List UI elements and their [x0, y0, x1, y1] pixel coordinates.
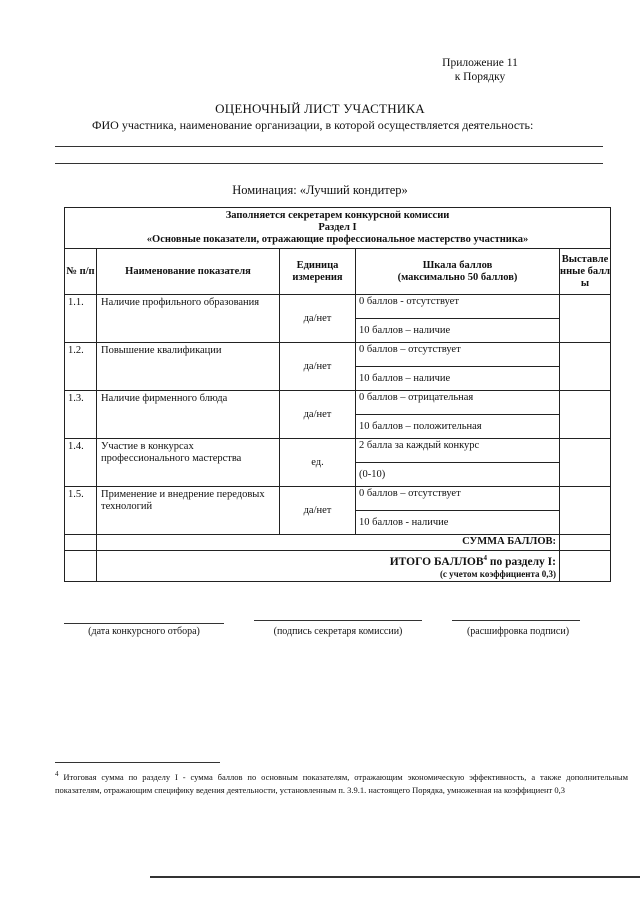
- col-unit: Единица измерения: [280, 249, 356, 295]
- row-unit: да/нет: [280, 391, 356, 439]
- footnote-mark: 4: [55, 770, 59, 778]
- secretary-caption: (подпись секретаря комиссии): [273, 626, 403, 637]
- page-title: ОЦЕНОЧНЫЙ ЛИСТ УЧАСТНИКА: [215, 101, 425, 116]
- table-row: [65, 343, 611, 367]
- evaluation-table: [64, 207, 611, 582]
- blank-cell: [65, 535, 97, 551]
- row-scale-1: 0 баллов – отсутствует: [356, 487, 560, 511]
- fio-fill-line-2[interactable]: [55, 163, 603, 164]
- row-scale-2: (0-10): [356, 463, 560, 487]
- row-name: Применение и внедрение передовых технологий: [97, 487, 280, 535]
- appendix-note: [420, 56, 540, 84]
- nomination: Номинация: «Лучший кондитер»: [232, 183, 408, 197]
- row-unit: да/нет: [280, 487, 356, 535]
- secretary-signature-line[interactable]: [254, 620, 422, 621]
- page-bottom-border: [150, 876, 640, 878]
- row-scale-2: 10 баллов - наличие: [356, 511, 560, 535]
- itog-label: [97, 551, 560, 582]
- row-num: 1.2.: [65, 343, 97, 391]
- appendix-line-1: Приложение 11: [442, 57, 518, 69]
- sum-row: [65, 535, 611, 551]
- footnote: [55, 768, 628, 797]
- sum-score-cell[interactable]: [560, 535, 611, 551]
- row-scale-2: 10 баллов – наличие: [356, 367, 560, 391]
- date-fill-line[interactable]: [64, 623, 224, 624]
- col-score: Выставленные баллы: [560, 249, 611, 295]
- blank-cell: [65, 551, 97, 582]
- table-row: [65, 439, 611, 463]
- date-caption: (дата конкурсного отбора): [88, 626, 200, 637]
- sum-label: СУММА БАЛЛОВ:: [97, 535, 560, 551]
- row-name: Наличие профильного образования: [97, 295, 280, 343]
- header-line-3: «Основные показатели, отражающие профессиональное мастерство участника»: [146, 234, 529, 245]
- col-name: Наименование показателя: [97, 249, 280, 295]
- col-scale-line-2: (максимально 50 баллов): [397, 271, 518, 283]
- header-line-2: Раздел I: [318, 222, 357, 233]
- appendix-line-2: к Порядку: [454, 71, 506, 83]
- score-cell[interactable]: [560, 343, 611, 391]
- fio-fill-line-1[interactable]: [55, 146, 603, 147]
- score-cell[interactable]: [560, 487, 611, 535]
- itog-label-suffix: по разделу I:: [487, 555, 556, 568]
- row-unit: да/нет: [280, 343, 356, 391]
- col-num: № п/п: [65, 249, 97, 295]
- score-cell[interactable]: [560, 391, 611, 439]
- col-scale-line-1: Шкала баллов: [422, 259, 493, 271]
- itog-note: (с учетом коэффициента 0,3): [439, 568, 556, 579]
- decode-caption: (расшифровка подписи): [466, 626, 570, 637]
- itog-label-text: ИТОГО БАЛЛОВ: [389, 555, 484, 568]
- row-num: 1.3.: [65, 391, 97, 439]
- fio-label: ФИО участника, наименование организации, в которой осуществляется деятельность:: [92, 118, 534, 132]
- table-header: [65, 208, 611, 249]
- table-row: [65, 295, 611, 319]
- footnote-separator: [55, 762, 220, 763]
- row-scale-2: 10 баллов – положительная: [356, 415, 560, 439]
- score-cell[interactable]: [560, 439, 611, 487]
- row-num: 1.1.: [65, 295, 97, 343]
- row-scale-2: 10 баллов – наличие: [356, 319, 560, 343]
- row-num: 1.5.: [65, 487, 97, 535]
- row-unit: ед.: [280, 439, 356, 487]
- row-scale-1: 0 баллов – отрицательная: [356, 391, 560, 415]
- row-scale-1: 0 баллов – отсутствует: [356, 343, 560, 367]
- row-name: Участие в конкурсах профессионального мастерства: [97, 439, 280, 487]
- row-scale-1: 0 баллов - отсутствует: [356, 295, 560, 319]
- col-scale: [356, 249, 560, 295]
- row-name: Повышение квалификации: [97, 343, 280, 391]
- row-unit: да/нет: [280, 295, 356, 343]
- itog-row: [65, 551, 611, 582]
- decode-signature-line[interactable]: [452, 620, 580, 621]
- table-row: [65, 391, 611, 415]
- header-line-1: Заполняется секретарем конкурсной комиссии: [225, 210, 450, 221]
- row-scale-1: 2 балла за каждый конкурс: [356, 439, 560, 463]
- score-cell[interactable]: [560, 295, 611, 343]
- footnote-text: Итоговая сумма по разделу I - сумма баллов по основным показателям, отражающим экономическую эффективность, а также дополнительным показателям, отражающим специфику ведения деятельности, установленным п. 3.9.1. настоящего Порядка, умноженная на коэффициент 0,3: [55, 771, 628, 795]
- table-row: [65, 487, 611, 511]
- itog-score-cell[interactable]: [560, 551, 611, 582]
- row-num: 1.4.: [65, 439, 97, 487]
- row-name: Наличие фирменного блюда: [97, 391, 280, 439]
- itog-footnote-mark: 4: [483, 554, 487, 562]
